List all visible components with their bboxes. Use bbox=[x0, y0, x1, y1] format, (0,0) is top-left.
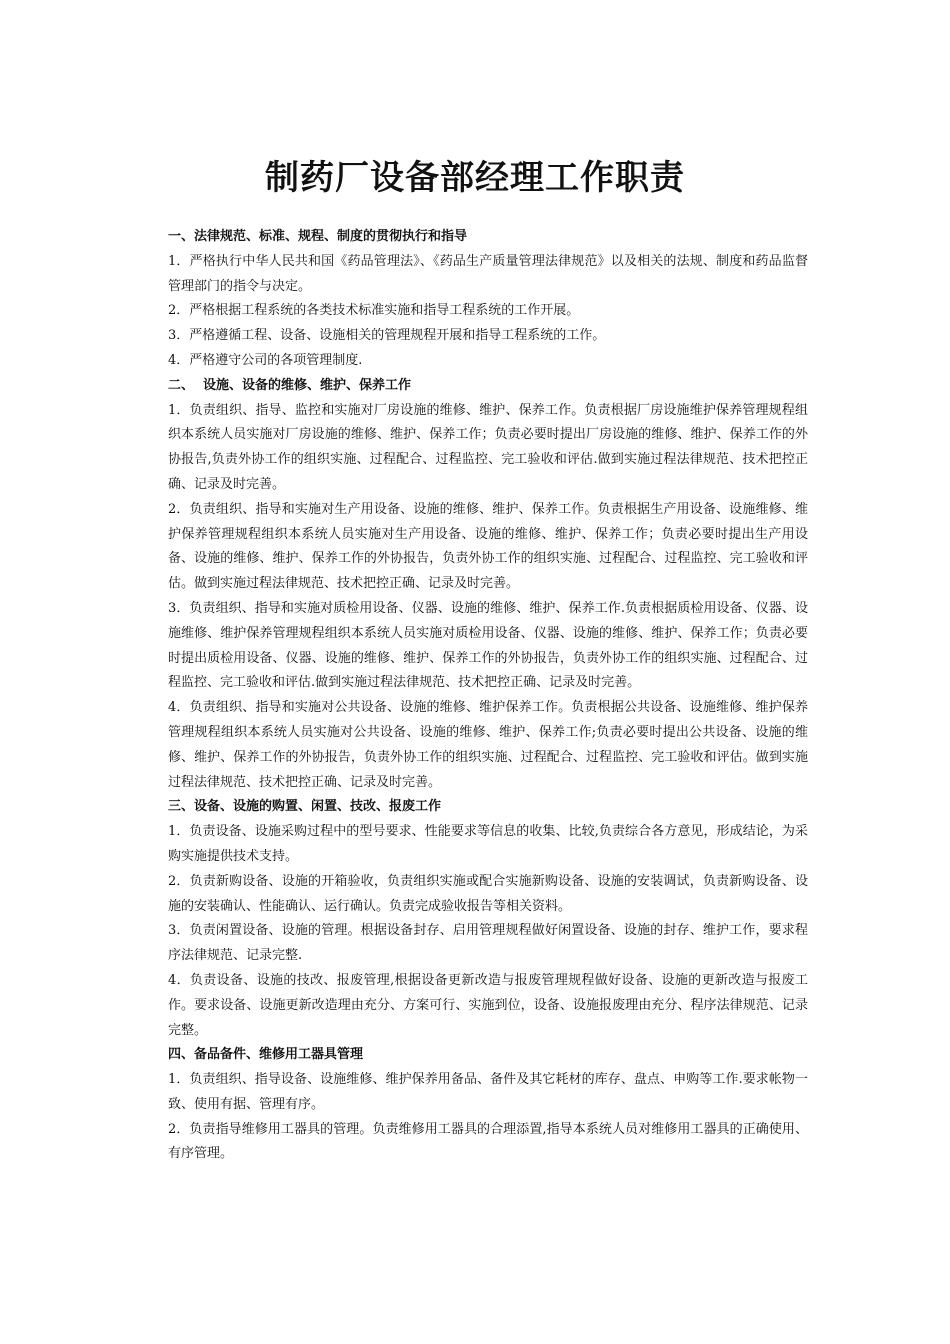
paragraph: 4．负责设备、设施的技改、报废管理,根据设备更新改造与报废管理规程做好设备、设施的更新改造与报废工作。要求设备、设施更新改造理由充分、方案可行、实施到位，设备、设施报废理由充分、程序法律规范、记录完整。 bbox=[168, 972, 808, 1038]
section-3 bbox=[168, 795, 808, 1043]
section-4 bbox=[168, 1043, 808, 1167]
paragraph: 2．负责新购设备、设施的开箱验收，负责组织实施或配合实施新购设备、设施的安装调试，负责新购设备、设施的安装确认、性能确认、运行确认。负责完成验收报告等相关资料。 bbox=[168, 873, 808, 914]
document-title: 制药厂设备部经理工作职责 bbox=[265, 158, 685, 198]
paragraph: 3．负责组织、指导和实施对质检用设备、仪器、设施的维修、维护、保养工作.负责根据质检用设备、仪器、设施维修、维护保养管理规程组织本系统人员实施对质检用设备、仪器、设施的维修、维护、保养工作；负责必要时提出质检用设备、仪器、设施的维修、维护、保养工作的外协报告，负责外协工作的组织实施、过程配合、过程监控、完工验收和评估.做到实施过程法律规范、技术把控正确、记录及时完善。 bbox=[168, 600, 808, 691]
paragraph: 1．负责组织、指导设备、设施维修、维护保养用备品、备件及其它耗材的库存、盘点、申购等工作.要求帐物一致、使用有据、管理有序。 bbox=[168, 1072, 808, 1112]
paragraph: 1．负责组织、指导、监控和实施对厂房设施的维修、维护、保养工作。负责根据厂房设施维护保养管理规程组织本系统人员实施对厂房设施的维修、维护、保养工作；负责必要时提出厂房设施的维修、维护、保养工作的外协报告,负责外协工作的组织实施、过程配合、过程监控、完工验收和评估.做到实施过程法律规范、技术把控正确、记录及时完善。 bbox=[168, 402, 808, 492]
section-heading: 二、 设施、设备的维修、维护、保养工作 bbox=[168, 377, 412, 393]
paragraph: 2．负责指导维修用工器具的管理。负责维修用工器具的合理添置,指导本系统人员对维修用工器具的正确使用、有序管理。 bbox=[168, 1121, 808, 1162]
section-1 bbox=[168, 225, 808, 374]
paragraph: 1．严格执行中华人民共和国《药品管理法》、《药品生产质量管理法律规范》以及相关的法规、制度和药品监督管理部门的指令与决定。 bbox=[168, 253, 808, 294]
section-2 bbox=[168, 374, 808, 796]
paragraph: 1．负责设备、设施采购过程中的型号要求、性能要求等信息的收集、比较,负责综合各方意见，形成结论，为采购实施提供技术支持。 bbox=[168, 824, 808, 864]
document-body bbox=[168, 225, 808, 1167]
section-heading: 三、设备、设施的购置、闲置、技改、报废工作 bbox=[168, 799, 442, 815]
paragraph: 3．负责闲置设备、设施的管理。根据设备封存、启用管理规程做好闲置设备、设施的封存、维护工作，要求程序法律规范、记录完整. bbox=[168, 923, 808, 964]
paragraph: 4．负责组织、指导和实施对公共设备、设施的维修、维护保养工作。负责根据公共设备、设施维修、维护保养管理规程组织本系统人员实施对公共设备、设施的维修、维护、保养工作;负责必要时提出公共设备、设施的维修、维护、保养工作的外协报告，负责外协工作的组织实施、过程配合、过程监控、完工验收和评估。做到实施过程法律规范、技术把控正确、记录及时完善。 bbox=[168, 700, 808, 790]
paragraph: 2．负责组织、指导和实施对生产用设备、设施的维修、维护、保养工作。负责根据生产用设备、设施维修、维护保养管理规程组织本系统人员实施对生产用设备、设施的维修、维护、保养工作；负责必要时提出生产用设备、设施的维修、维护、保养工作的外协报告，负责外协工作的组织实施、过程配合、过程监控、完工验收和评估。做到实施过程法律规范、技术把控正确、记录及时完善。 bbox=[168, 501, 808, 592]
paragraph: 4．严格遵守公司的各项管理制度. bbox=[168, 352, 363, 368]
section-heading: 四、备品备件、维修用工器具管理 bbox=[168, 1047, 364, 1063]
paragraph: 3．严格遵循工程、设备、设施相关的管理规程开展和指导工程系统的工作。 bbox=[168, 328, 606, 344]
section-heading: 一、法律规范、标准、规程、制度的贯彻执行和指导 bbox=[168, 229, 468, 244]
paragraph: 2．严格根据工程系统的各类技术标准实施和指导工程系统的工作开展。 bbox=[168, 303, 580, 319]
